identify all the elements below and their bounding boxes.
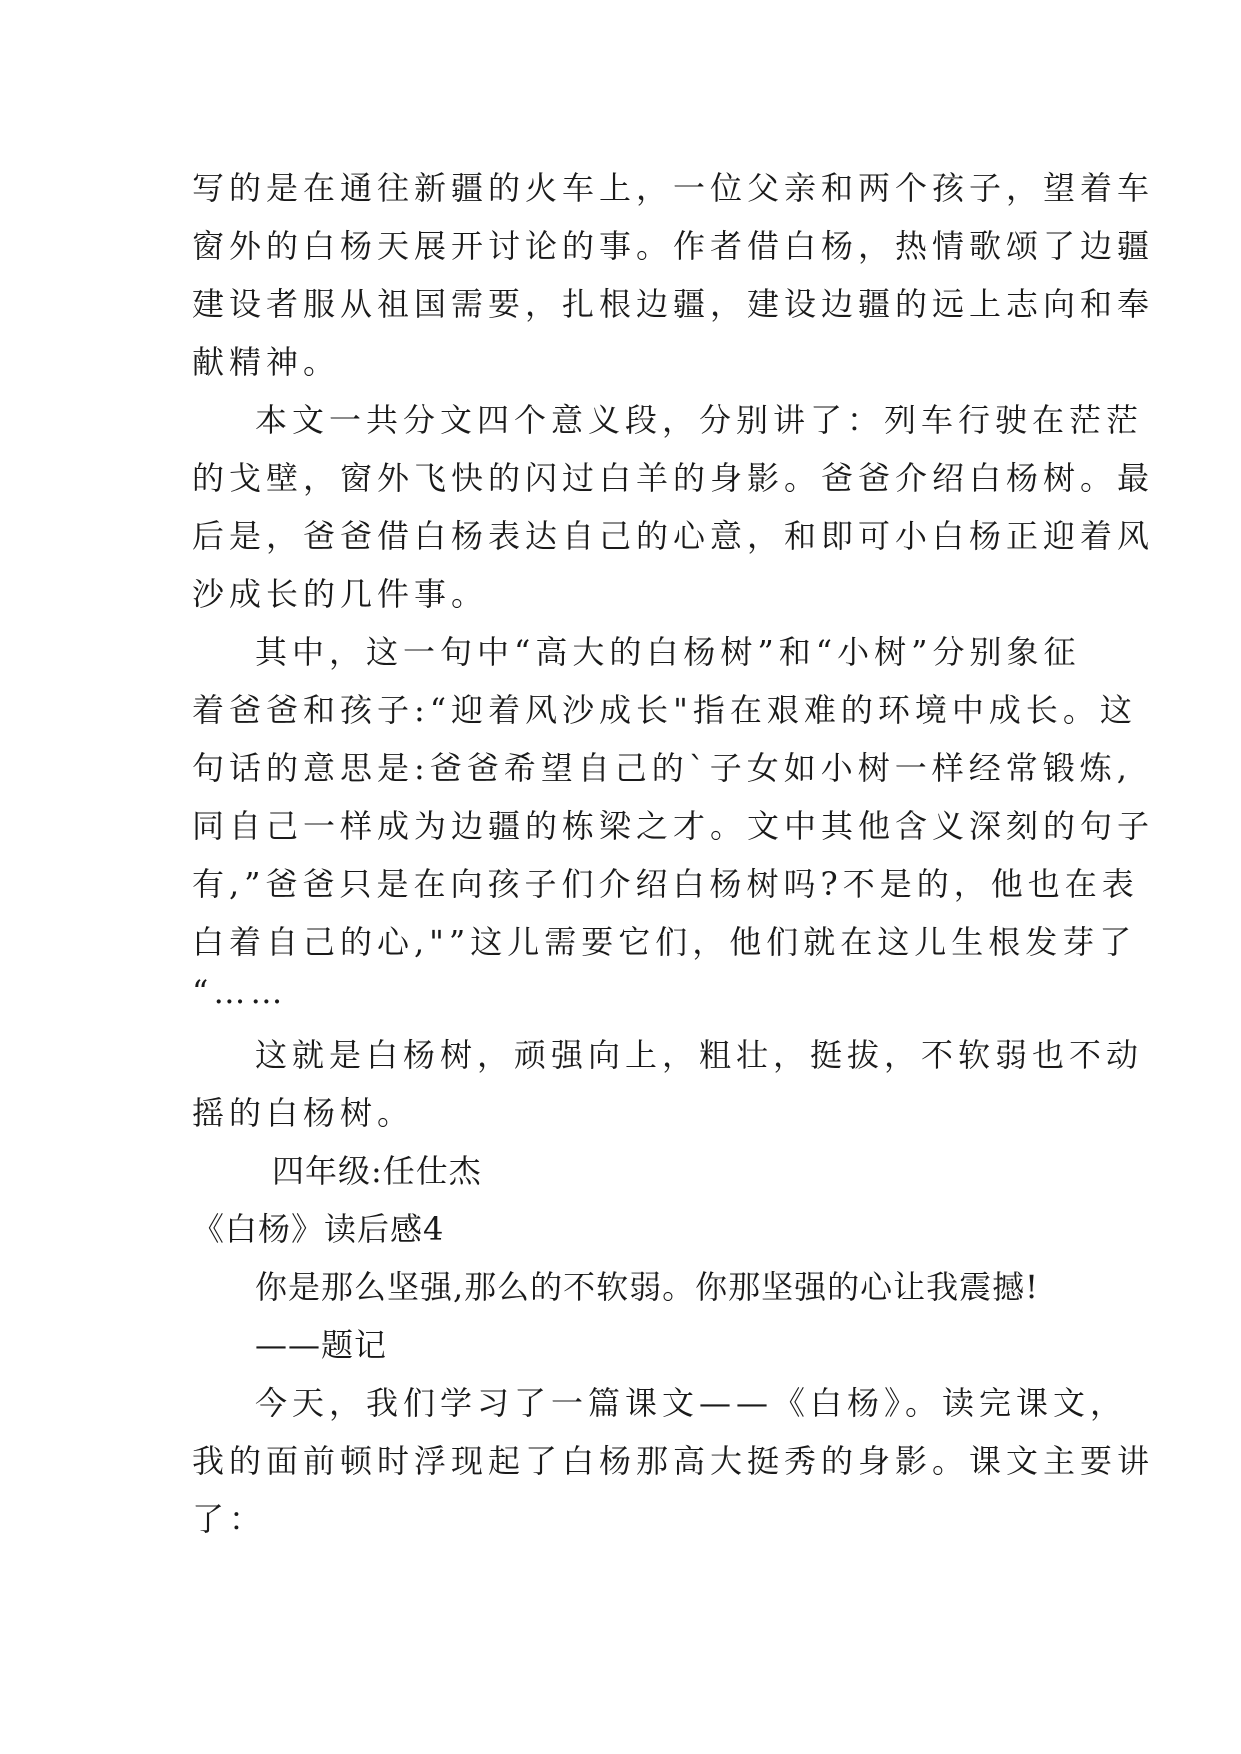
paragraph-5-line-3: 了：	[192, 1500, 267, 1538]
paragraph-2-line-2: 的戈壁，窗外飞快的闪过白羊的身影。爸爸介绍白杨树。最	[192, 459, 1155, 497]
paragraph-4-line-2: 摇的白杨树。	[192, 1094, 415, 1132]
paragraph-3-line-7: “……	[192, 973, 288, 1011]
paragraph-3-line-6: 白着自己的心,"”这儿需要它们，他们就在这儿生根发芽了	[192, 923, 1137, 961]
paragraph-3-line-3: 句话的意思是:爸爸希望自己的`子女如小树一样经常锻炼,	[192, 749, 1132, 787]
paragraph-3-line-1: 其中，这一句中“高大的白杨树”和“小树”分别象征	[255, 633, 1081, 671]
signature: 四年级:任仕杰	[272, 1152, 482, 1190]
paragraph-5-line-1: 今天，我们学习了一篇课文——《白杨》。读完课文，	[255, 1384, 1128, 1422]
paragraph-2-line-3: 后是，爸爸借白杨表达自己的心意，和即可小白杨正迎着风	[192, 517, 1155, 555]
paragraph-3-line-2: 着爸爸和孩子:“迎着风沙成长"指在艰难的环境中成长。这	[192, 691, 1137, 729]
paragraph-3-line-4: 同自己一样成为边疆的栋梁之才。文中其他含义深刻的句子	[192, 807, 1155, 845]
paragraph-1-line-2: 窗外的白杨天展开讨论的事。作者借白杨，热情歌颂了边疆	[192, 227, 1155, 265]
paragraph-1-line-1: 写的是在通往新疆的火车上，一位父亲和两个孩子，望着车	[192, 169, 1155, 207]
paragraph-2-line-1: 本文一共分文四个意义段，分别讲了：列车行驶在茫茫	[255, 401, 1144, 439]
paragraph-5-line-2: 我的面前顿时浮现起了白杨那高大挺秀的身影。课文主要讲	[192, 1442, 1155, 1480]
epigraph: 你是那么坚强,那么的不软弱。你那坚强的心让我震撼!	[255, 1268, 1040, 1306]
section-title: 《白杨》读后感4	[192, 1210, 445, 1248]
paragraph-4-line-1: 这就是白杨树，顽强向上，粗壮，挺拔，不软弱也不动	[255, 1036, 1144, 1074]
epigraph-source: ——题记	[255, 1326, 388, 1364]
paragraph-1-line-3: 建设者服从祖国需要，扎根边疆，建设边疆的远上志向和奉	[192, 285, 1155, 323]
paragraph-3-line-5: 有,”爸爸只是在向孩子们介绍白杨树吗?不是的，他也在表	[192, 865, 1139, 903]
paragraph-2-line-4: 沙成长的几件事。	[192, 575, 489, 613]
paragraph-1-line-4: 献精神。	[192, 343, 341, 381]
